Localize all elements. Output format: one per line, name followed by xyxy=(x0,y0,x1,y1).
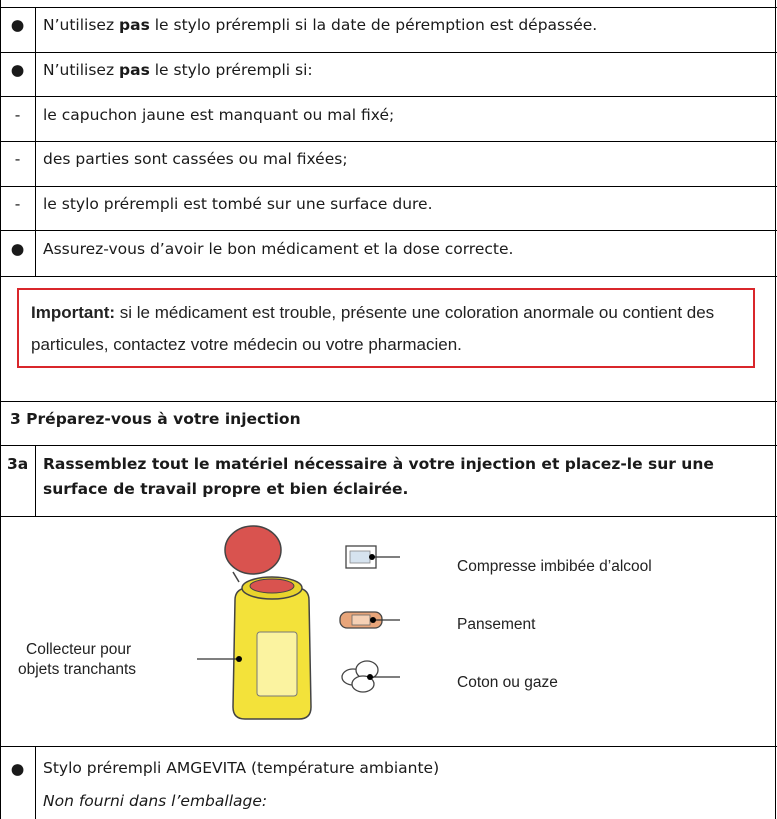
important-label: Important: xyxy=(31,303,116,322)
row-text: N’utilisez pas le stylo prérempli si: xyxy=(43,61,313,79)
table-rule xyxy=(0,52,777,53)
table-rule xyxy=(0,516,777,517)
table-rule xyxy=(0,186,777,187)
bandage-label: Pansement xyxy=(457,616,536,633)
sharps-container-opening xyxy=(250,579,294,593)
table-rule xyxy=(0,401,777,402)
table-rule xyxy=(0,230,777,231)
dash-marker: - xyxy=(14,195,21,213)
row-text: des parties sont cassées ou mal fixées; xyxy=(43,150,348,168)
bullet-marker: ● xyxy=(10,16,25,34)
row-text: Stylo prérempli AMGEVITA (température ambiante) xyxy=(43,759,440,777)
row-text: le capuchon jaune est manquant ou mal fixé; xyxy=(43,106,395,124)
sharps-container-label-line2: objets tranchants xyxy=(18,661,137,678)
table-rule xyxy=(0,445,777,446)
bullet-marker: ● xyxy=(10,61,25,79)
step-instruction: Rassemblez tout le matériel nécessaire à votre injection et placez-le sur une surface de travail propre et bien éclairée. xyxy=(43,455,714,498)
step-label: 3a xyxy=(7,455,29,473)
row-subtext: Non fourni dans l’emballage: xyxy=(43,792,268,810)
section-heading: 3 Préparez-vous à votre injection xyxy=(10,410,301,428)
column-divider xyxy=(35,7,36,276)
cotton-gauze-label: Coton ou gaze xyxy=(457,674,558,691)
bullet-marker: ● xyxy=(10,240,25,258)
column-divider xyxy=(35,445,36,516)
row-text: Assurez-vous d’avoir le bon médicament et la dose correcte. xyxy=(43,240,514,258)
sharps-container-label-line1: Collecteur pour xyxy=(26,641,132,658)
table-rule xyxy=(0,141,777,142)
dash-marker: - xyxy=(14,150,21,168)
important-callout xyxy=(17,288,755,368)
column-divider xyxy=(35,746,36,819)
supplies-drawing xyxy=(195,522,425,727)
table-rule xyxy=(0,7,777,8)
table-rule xyxy=(0,276,777,277)
sharps-container-window xyxy=(257,632,297,696)
row-text: N’utilisez pas le stylo prérempli si la date de péremption est dépassée. xyxy=(43,16,598,34)
table-rule xyxy=(0,96,777,97)
bullet-marker: ● xyxy=(10,760,25,778)
table-rule xyxy=(0,746,777,747)
sharps-container-lid xyxy=(225,526,281,574)
row-text: le stylo prérempli est tombé sur une surface dure. xyxy=(43,195,433,213)
important-text: si le médicament est trouble, présente une coloration anormale ou contient des particules, contactez votre médecin ou votre pharmacien. xyxy=(31,303,715,354)
dash-marker: - xyxy=(14,106,21,124)
alcohol-swab-label: Compresse imbibée d’alcool xyxy=(457,558,652,575)
